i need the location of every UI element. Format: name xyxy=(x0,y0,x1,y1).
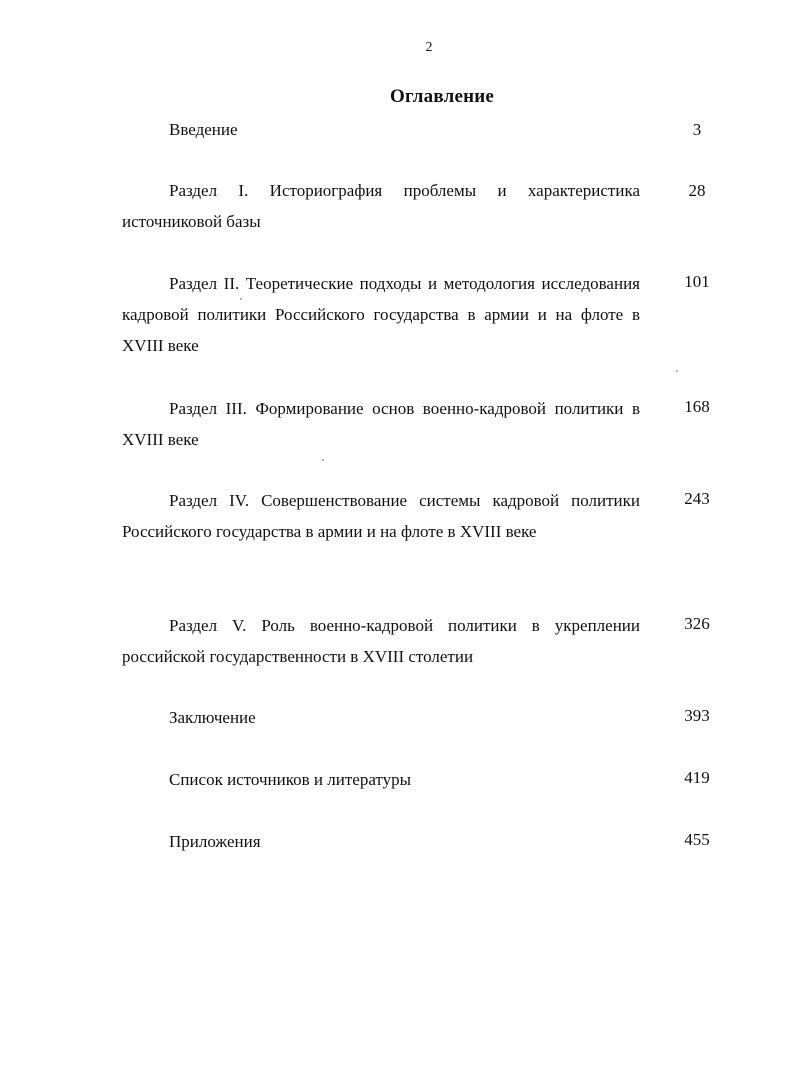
toc-entry-section-4 xyxy=(122,485,640,547)
toc-entry-text: Раздел III. Формирование основ военно-кадровой политики в XVIII веке xyxy=(122,399,640,449)
toc-entry-page: 168 xyxy=(684,397,710,416)
page-number: 2 xyxy=(425,40,433,55)
toc-entry-page: 326 xyxy=(684,614,710,633)
toc-entry-page: 419 xyxy=(684,768,710,787)
toc-entry-text: Раздел V. Роль военно-кадровой политики в укреплении российской государственности в XVIII столетии xyxy=(122,616,640,666)
toc-entry-text: Список источников и литературы xyxy=(169,770,412,789)
toc-entry-appendices xyxy=(122,826,640,857)
toc-entry-text: Введение xyxy=(169,120,238,139)
toc-entry-text: Приложения xyxy=(169,832,261,851)
toc-entry-section-1 xyxy=(122,175,640,237)
scan-speck xyxy=(240,298,242,300)
scan-speck xyxy=(676,370,678,372)
toc-entry-section-3 xyxy=(122,393,640,455)
toc-entry-page: 243 xyxy=(684,489,710,508)
toc-entry-page: 28 xyxy=(688,181,706,200)
toc-entry-conclusion xyxy=(122,702,640,733)
toc-title: Оглавление xyxy=(389,86,495,107)
scan-speck xyxy=(322,459,324,461)
toc-entry-section-2 xyxy=(122,268,640,361)
toc-entry-page: 455 xyxy=(684,830,710,849)
toc-entry-page: 3 xyxy=(692,120,702,139)
toc-entry-page: 393 xyxy=(684,706,710,725)
toc-entry-section-5 xyxy=(122,610,640,672)
toc-entry-text: Раздел I. Историография проблемы и характеристика источниковой базы xyxy=(122,181,640,231)
toc-entry-text: Раздел II. Теоретические подходы и методология исследования кадровой политики Российского государства в армии и на флоте в XVIII веке xyxy=(122,274,640,355)
toc-entry-text: Заключение xyxy=(169,708,256,727)
toc-entry-page: 101 xyxy=(684,272,710,291)
toc-entry-text: Раздел IV. Совершенствование системы кадровой политики Российского государства в армии и на флоте в XVIII веке xyxy=(122,491,640,541)
toc-entry-bibliography xyxy=(122,764,640,795)
toc-entry-introduction xyxy=(122,114,640,145)
